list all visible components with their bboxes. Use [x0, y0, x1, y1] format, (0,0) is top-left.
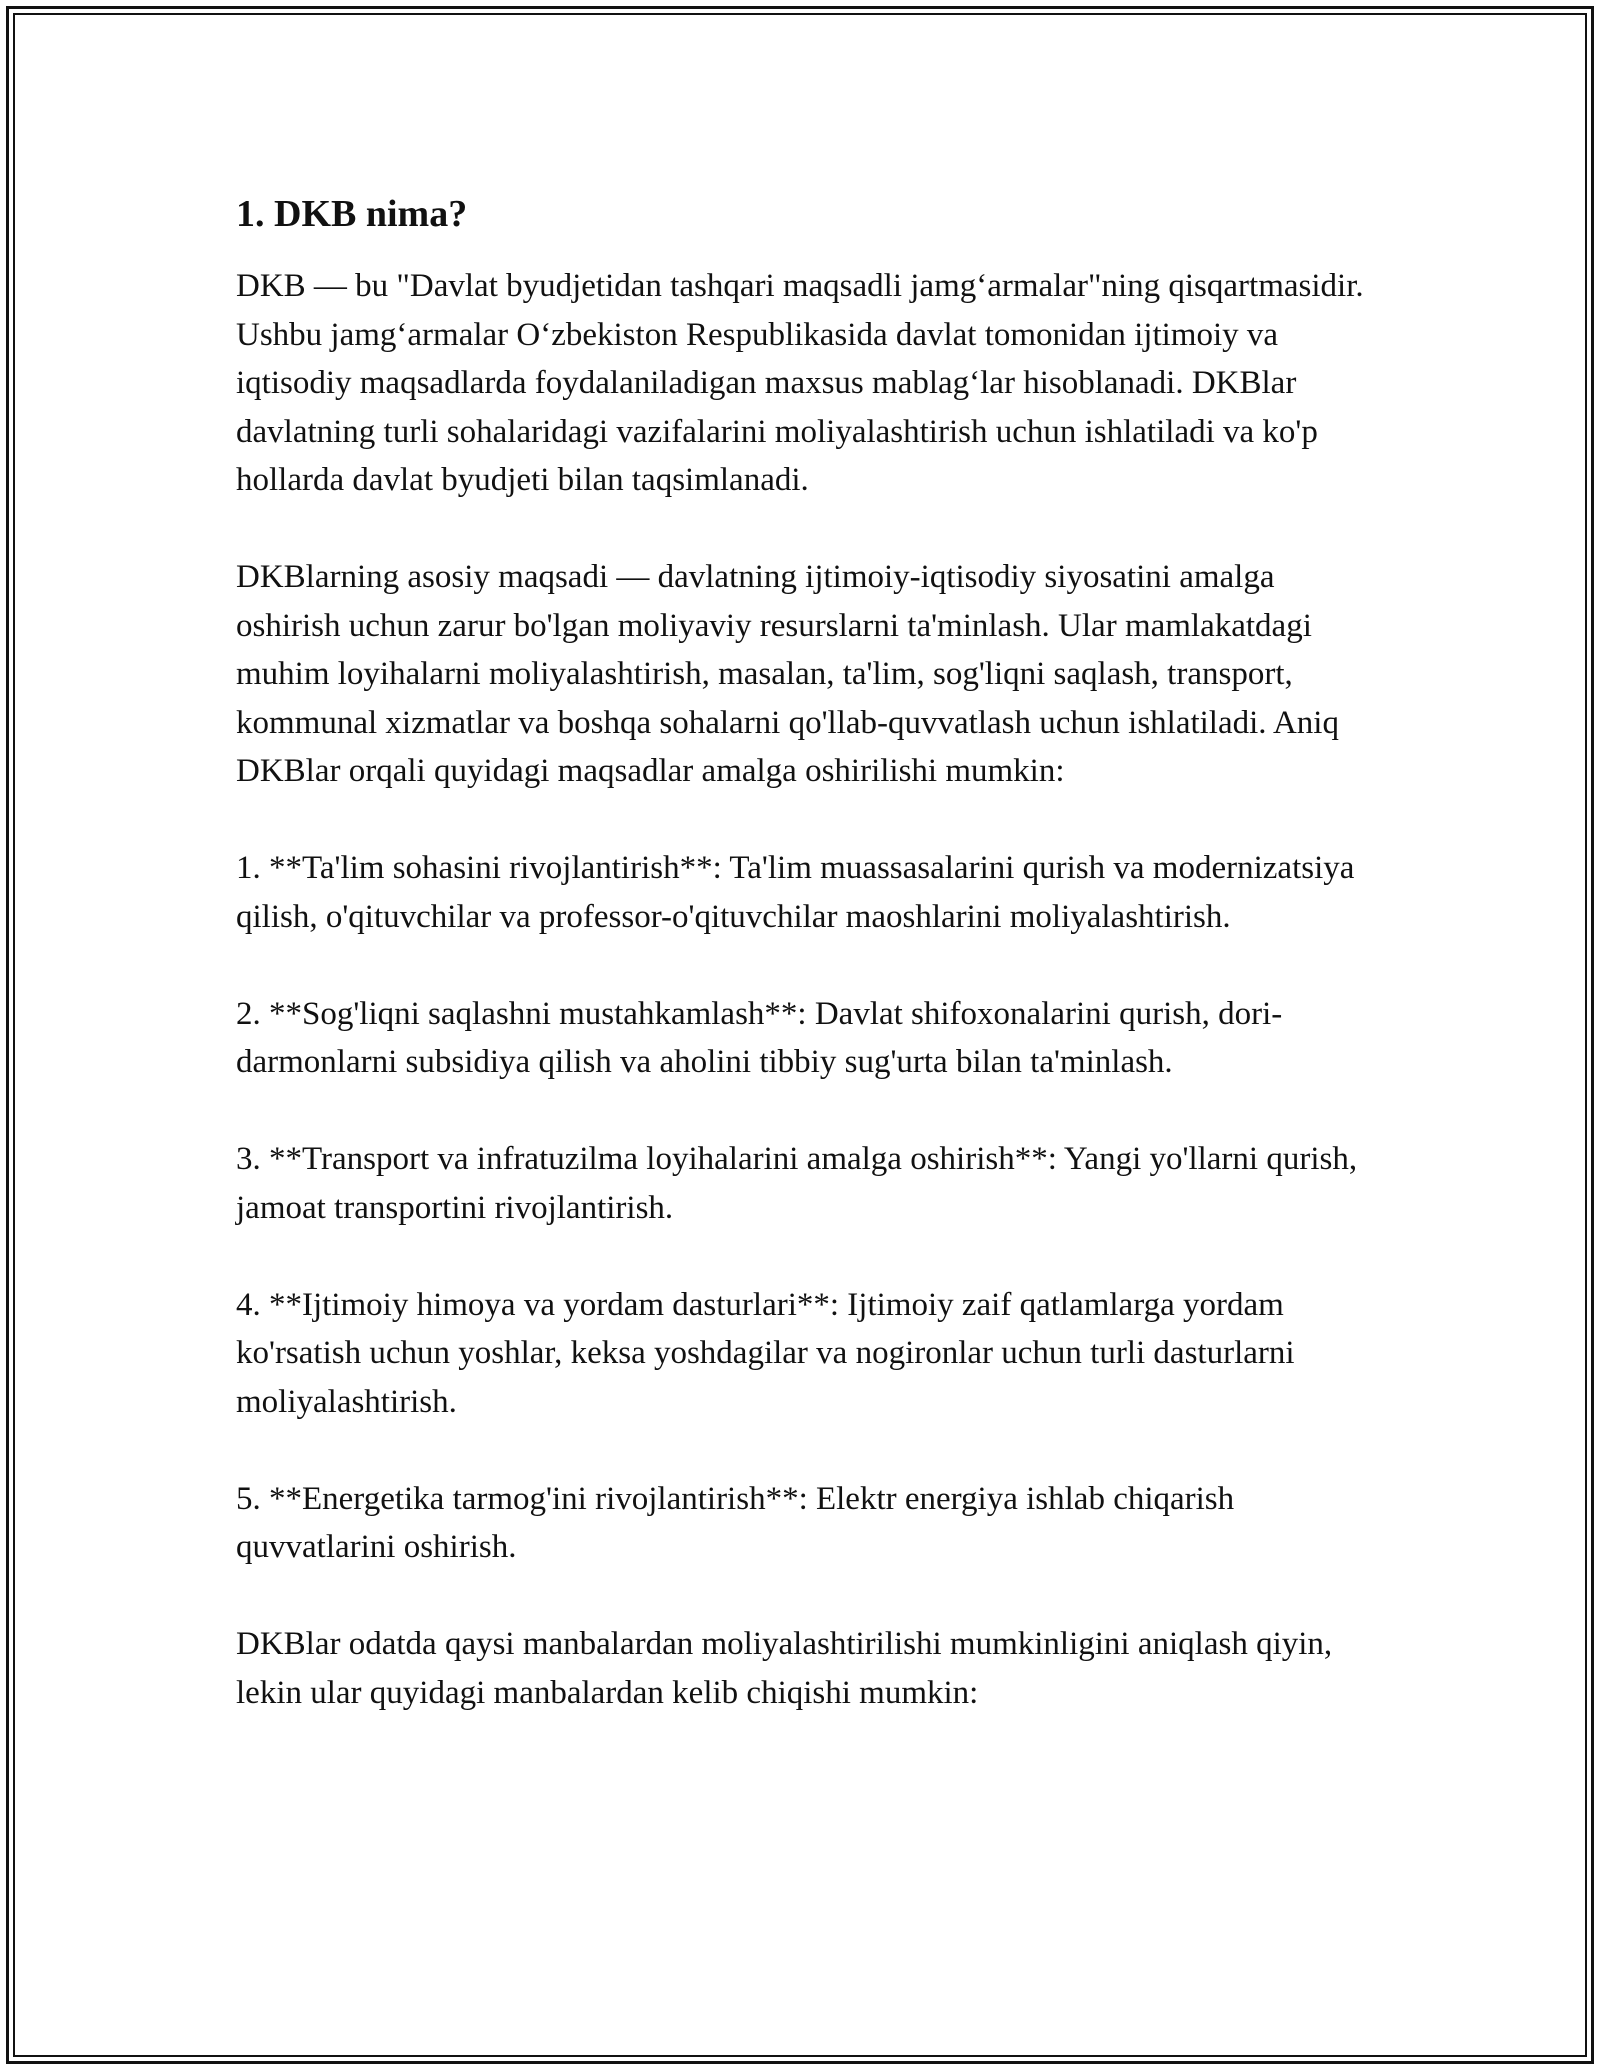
list-item-education: 1. **Ta'lim sohasini rivojlantirish**: Ta'lim muassasalarini qurish va modernizatsiya qilish, o'qituvchilar va professor-o'qituvchilar maoshlarini moliyalashtirish. [236, 850, 1355, 935]
paragraph-funding-sources: DKBlar odatda qaysi manbalardan moliyalashtirilishi mumkinligini aniqlash qiyin, lekin ular quyidagi manbalardan kelib chiqishi mumkin: [236, 1626, 1333, 1711]
list-item-healthcare: 2. **Sog'liqni saqlashni mustahkamlash**: Davlat shifoxonalarini qurish, dori-darmonlarni subsidiya qilish va aholini tibbiy sug'urta bilan ta'minlash. [236, 995, 1283, 1080]
paragraph-purpose: DKBlarning asosiy maqsadi — davlatning ijtimoiy-iqtisodiy siyosatini amalga oshirish uchun zarur bo'lgan moliyaviy resurslarni ta'minlash. Ular mamlakatdagi muhim loyihalarni moliyalashtirish, masalan, ta'lim, sog'liqni saqlash, transport, kommunal xizmatlar va boshqa sohalarni qo'llab-quvvatlash uchun ishlatiladi. Aniq DKBlar orqali quyidagi maqsadlar amalga oshirilishi mumkin: [236, 559, 1339, 789]
document-body [236, 190, 1376, 1717]
paragraph-definition: DKB — bu "Davlat byudjetidan tashqari maqsadli jamg‘armalar"ning qisqartmasidir. Ushbu jamg‘armalar O‘zbekiston Respublikasida davlat tomonidan ijtimoiy va iqtisodiy maqsadlarda foydalaniladigan maxsus mablag‘lar hisoblanadi. DKBlar davlatning turli sohalaridagi vazifalarini moliyalashtirish uchun ishlatiladi va ko'p hollarda davlat byudjeti bilan taqsimlanadi. [236, 268, 1364, 498]
section-heading: 1. DKB nima? [236, 193, 468, 235]
list-item-energy: 5. **Energetika tarmog'ini rivojlantirish**: Elektr energiya ishlab chiqarish quvvatlarini oshirish. [236, 1480, 1235, 1565]
list-item-transport: 3. **Transport va infratuzilma loyihalarini amalga oshirish**: Yangi yo'llarni qurish, jamoat transportini rivojlantirish. [236, 1141, 1358, 1226]
list-item-social-protection: 4. **Ijtimoiy himoya va yordam dasturlari**: Ijtimoiy zaif qatlamlarga yordam ko'rsatish uchun yoshlar, keksa yoshdagilar va nogironlar uchun turli dasturlarni moliyalashtirish. [236, 1286, 1295, 1420]
